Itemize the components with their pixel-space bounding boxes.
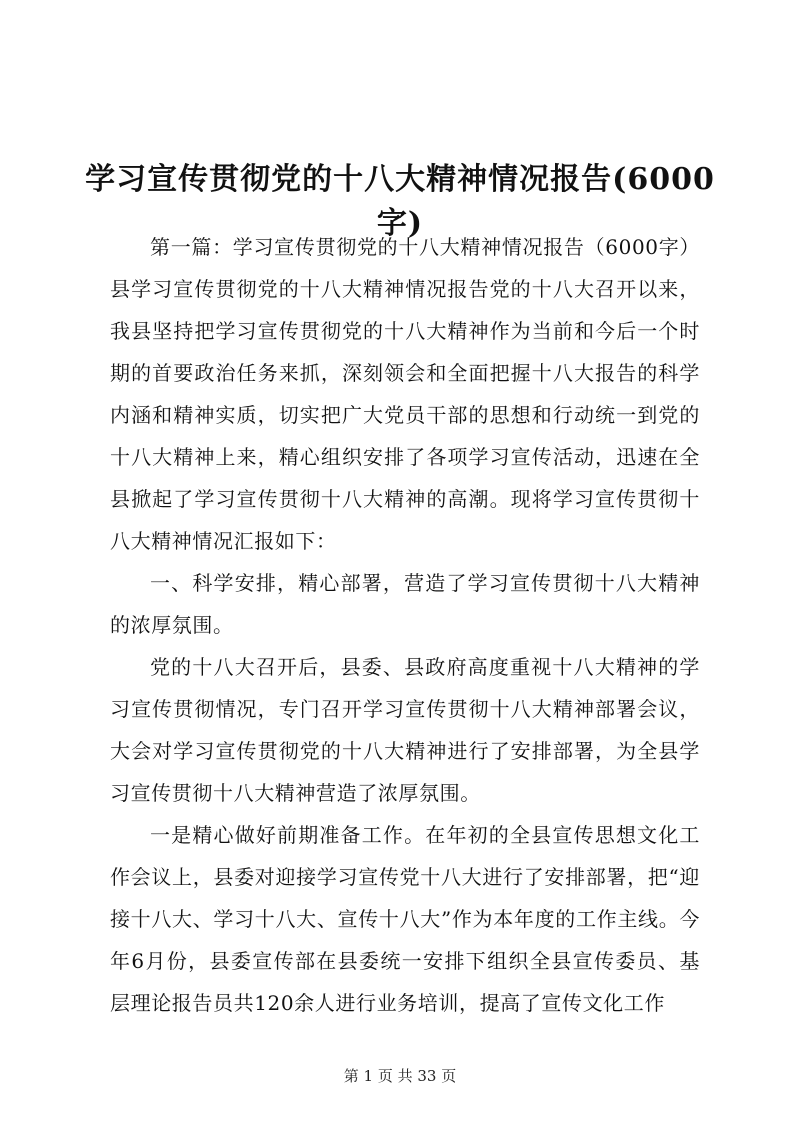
document-body	[110, 226, 700, 1024]
page-number-footer: 第 1 页 共 33 页	[343, 1067, 457, 1085]
paragraph-preparation: 一是精心做好前期准备工作。在年初的全县宣传思想文化工作会议上，县委对迎接学习宣传党十八大进行了安排部署，把“迎接十八大、学习十八大、宣传十八大”作为本年度的工作主线。今年6月份，县委宣传部在县委统一安排下组织全县宣传委员、基层理论报告员共120余人进行业务培训，提高了宣传文化工作	[110, 823, 700, 1015]
document-title: 学习宣传贯彻党的十八大精神情况报告(6000字)	[85, 162, 715, 242]
paragraph-section-heading: 一、科学安排，精心部署，营造了学习宣传贯彻十八大精神的浓厚氛围。	[110, 571, 700, 637]
paragraph-meeting: 党的十八大召开后，县委、县政府高度重视十八大精神的学习宣传贯彻情况，专门召开学习宣传贯彻十八大精神部署会议，大会对学习宣传贯彻党的十八大精神进行了安排部署，为全县学习宣传贯彻十八大精神营造了浓厚氛围。	[110, 655, 700, 805]
paragraph-intro: 第一篇：学习宣传贯彻党的十八大精神情况报告（6000字）县学习宣传贯彻党的十八大精神情况报告党的十八大召开以来，我县坚持把学习宣传贯彻党的十八大精神作为当前和今后一个时期的首要政治任务来抓，深刻领会和全面把握十八大报告的科学内涵和精神实质，切实把广大党员干部的思想和行动统一到党的十八大精神上来，精心组织安排了各项学习宣传活动，迅速在全县掀起了学习宣传贯彻十八大精神的高潮。现将学习宣传贯彻十八大精神情况汇报如下：	[110, 235, 700, 553]
